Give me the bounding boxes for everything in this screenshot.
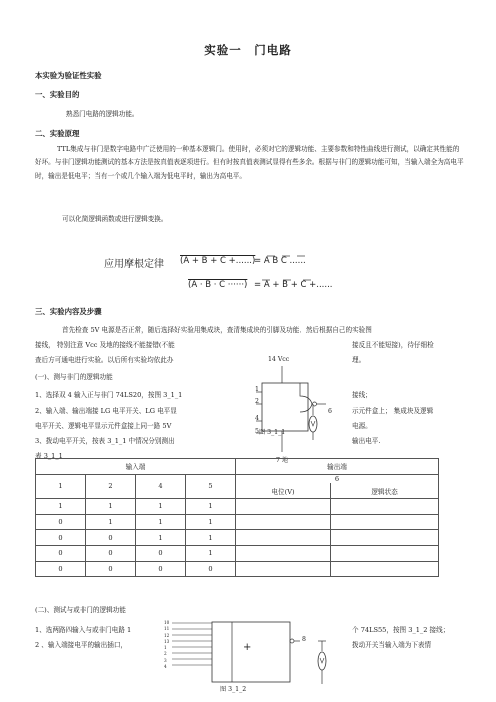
fig2-or-symbol: +	[243, 642, 252, 653]
cell: 0	[36, 561, 86, 577]
cell: 0	[86, 530, 136, 546]
fig2-pin-label: 10	[164, 620, 170, 625]
state-cell	[331, 499, 439, 515]
nand-step3b: 3、拨动电平开关，按表 3_1_1 中情况分别测出	[35, 437, 175, 445]
section-steps-heading: 三、实验内容及步骤	[35, 307, 102, 316]
steps-para-line3-right: 理。	[352, 356, 366, 364]
header-pin-5: 5	[186, 474, 236, 499]
fig2-pin-label: 2	[164, 651, 167, 657]
fig1-vcc-label: 14 Vcc	[268, 356, 290, 363]
section-purpose-heading: 一、实验目的	[35, 90, 80, 99]
table-row	[36, 545, 439, 561]
cell: 0	[136, 561, 186, 577]
cell: 1	[36, 499, 86, 515]
header-logic-state: 逻辑状态	[331, 483, 439, 499]
cell: 1	[186, 530, 236, 546]
cell: 0	[136, 545, 186, 561]
table-group-header	[36, 459, 439, 475]
aoi-step2-right: 拨动开关当输入端为下表情	[352, 641, 432, 649]
nand-step1-right: 接线；	[352, 391, 372, 399]
header-pin-4: 4	[136, 474, 186, 499]
steps-para-line1: 首先检查 5V 电源是否正常，随后选择好实验用集成块，查清集成块的引脚及功能．然后根据自己的实验图	[62, 326, 372, 334]
nand-step2-right: 示元件盒上； 集成块及逻辑	[352, 407, 434, 415]
fig2-input-pins	[164, 620, 174, 670]
cell: 1	[86, 514, 136, 530]
steps-para-line2-right: 接反且不能短接)，待仔细检	[352, 341, 434, 349]
state-cell	[331, 514, 439, 530]
fig1-caption: 图 3_1_1	[259, 429, 286, 436]
voltage-cell	[236, 499, 331, 515]
subsection-nand-heading: (一)、测与非门的逻辑功能	[35, 373, 113, 381]
formula2-lhs: (A · B · C ······)	[188, 280, 248, 290]
fig1-pin2: 2	[255, 398, 259, 405]
table-row	[36, 561, 439, 577]
cell: 1	[186, 545, 236, 561]
header-pin-2: 2	[86, 474, 136, 499]
nand-truth-table	[35, 458, 439, 577]
principle-paragraph-2: 可以化简逻辑函数或进行逻辑变换。	[62, 215, 168, 223]
fig2-output-pin: 8	[302, 636, 306, 643]
formula1-rhs: = A B C ......	[254, 256, 306, 266]
principle-paragraph: TTL集成与非门是数字电路中广泛使用的一种基本逻辑门。使用时，必须对它的逻辑功能、主要参数和特性曲线进行测试，以确定其性能的好坏。与非门逻辑功能测试的基本方法是按真值表逐项进行。但有时按真值表测试显得有些多余。根据与非门的逻辑功能可知，当输入端全为高电平时，输出是低电平；当有一个或几个输入端为低电平时，输出为高电平。	[35, 145, 464, 180]
table-row	[36, 499, 439, 515]
header-outputs: 输出端	[236, 459, 439, 475]
header-inputs: 输入端	[36, 459, 236, 475]
cell: 1	[186, 499, 236, 515]
nand-step1: 1、选择双 4 输入正与非门 74LS20，按图 3_1_1	[35, 391, 183, 399]
fig2-pin-label: 13	[164, 638, 170, 644]
page-title: 实验一 门电路	[204, 43, 292, 57]
table-caption: 表 3_1_1	[35, 452, 63, 460]
cell: 0	[86, 561, 136, 577]
header-voltage: 电位(V)	[236, 483, 331, 499]
table-row	[36, 514, 439, 530]
formula-label: 应用摩根定律	[104, 259, 164, 270]
state-cell	[331, 530, 439, 546]
voltage-cell	[236, 514, 331, 530]
fig1-pin5: 5	[255, 428, 259, 435]
cell: 1	[186, 514, 236, 530]
steps-para-line3: 查后方可通电进行实验。以后所有实验均依此办	[35, 356, 174, 364]
cell: 1	[136, 514, 186, 530]
nand-step3a: 电平开关、逻辑电平显示元件盒接上同一路 5V	[35, 422, 172, 430]
voltage-cell	[236, 561, 331, 577]
steps-para-line2: 接线， 特别注意 Vcc 及地的接线不能接错(不能	[35, 341, 175, 349]
aoi-step1-right: 个 74LS55，按图 3_1_2 接线；	[352, 626, 450, 634]
table-row	[36, 530, 439, 546]
header-pin-6: 6	[236, 474, 439, 483]
subtitle: 本实验为验证性实验	[35, 71, 102, 80]
fig1-ground-label: 7 地	[276, 457, 289, 464]
cell: 1	[86, 499, 136, 515]
header-pin-1: 1	[36, 474, 86, 499]
state-cell	[331, 545, 439, 561]
fig2-pin-label: 11	[164, 626, 170, 632]
formula1-lhs: (A + B + C +......)	[180, 256, 256, 266]
cell: 0	[186, 561, 236, 577]
aoi-step1: 1、选两路四输入与或非门电路 1	[35, 626, 132, 634]
fig2-caption: 图 3_1_2	[220, 686, 247, 693]
table-pin-header	[36, 474, 439, 483]
cell: 0	[86, 545, 136, 561]
nand-step3b-right: 输出电平.	[352, 437, 381, 445]
voltage-cell	[236, 545, 331, 561]
fig2-pin-label: 12	[164, 632, 170, 638]
state-cell	[331, 561, 439, 577]
fig1-pin6: 6	[328, 408, 332, 415]
cell: 0	[36, 514, 86, 530]
fig2-pin-label: 1	[164, 645, 167, 651]
cell: 1	[136, 530, 186, 546]
aoi-step2: 2 、输入端接电平的输出插口，	[35, 641, 128, 649]
fig2-pin-label: 4	[164, 664, 167, 670]
cell: 0	[36, 530, 86, 546]
formula2-rhs: = A + B + C +......	[254, 280, 333, 290]
fig2-pin-label: 3	[164, 657, 167, 663]
section-principle-heading: 二、实验原理	[35, 129, 80, 138]
cell: 0	[36, 545, 86, 561]
nand-step3a-right: 电源。	[352, 422, 372, 430]
subsection-aoi-heading: (二)、测试与或非门的逻辑功能	[35, 606, 126, 614]
cell: 1	[136, 499, 186, 515]
nand-step2: 2、输入端、输出端接 LG 电平开关、LG 电平显	[35, 407, 177, 415]
fig1-pin1: 1	[255, 386, 259, 393]
purpose-text: 熟悉门电路的逻辑功能。	[66, 110, 139, 118]
voltage-cell	[236, 530, 331, 546]
fig1-pin4: 4	[255, 415, 259, 422]
